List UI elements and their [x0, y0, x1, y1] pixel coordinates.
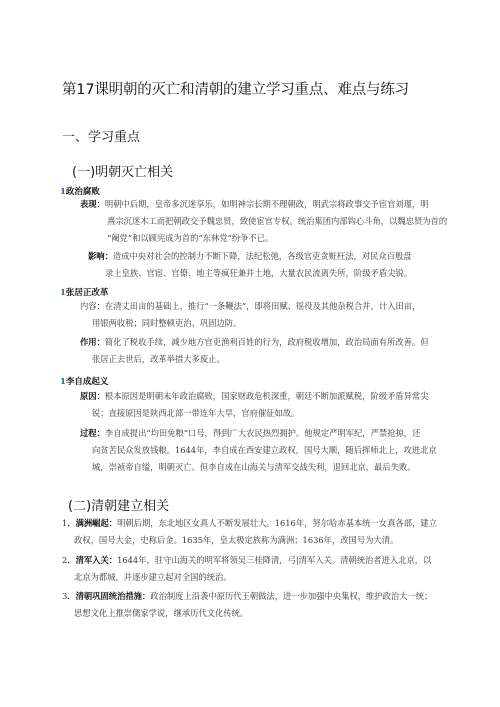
- point-title: 张居正改革: [65, 288, 109, 298]
- item-text: 1644年，驻守山海关的明军将领吴三桂降清，弓|清军入关。清朝统治者进入北京，以: [117, 555, 432, 565]
- item-text: 思想文化上推崇儒家学说，继承历代文化传统。: [74, 608, 249, 618]
- paragraph-label: 作用：: [80, 337, 105, 347]
- list-item-qing-consolidation: [62, 588, 432, 622]
- paragraph-text: 城，崇祯帝自缢，明朝灭亡。但李自成在山海关与清军交战失利，退回北京，最后失败。: [92, 462, 416, 472]
- paragraph-cause: [80, 388, 429, 422]
- item-number: 1: [62, 518, 68, 528]
- list-item-qing-entering-pass: [62, 552, 431, 586]
- paragraph-text: 熹宗沉迷木工而把朝政交予魏忠贤，致使宦官专权。统治集团内部钩心斗角，以魏忠贤为首的: [107, 216, 448, 226]
- paragraph-label: 过程：: [80, 428, 105, 438]
- point-number: 1: [60, 288, 66, 298]
- page-title: 第17课明朝的灭亡和清朝的建立学习重点、难点与练习: [62, 82, 409, 98]
- paragraph-text: 录上皇族、官宦、官僚、地主等疯狂兼并土地，大量农民流离失所，阶级矛盾尖锐。: [105, 268, 412, 278]
- point-number: 1: [60, 377, 66, 387]
- paragraph-process: [80, 425, 437, 476]
- item-number: 2: [62, 555, 68, 565]
- paragraph-text: “阉党”和以顾宪成为首的“东林党”纷争不已。: [107, 233, 274, 243]
- paragraph-text: 简化了税收手续，减少地方官吏渔利百姓的行为，政府税收增加，政治局面有所改善。但: [104, 337, 429, 347]
- paragraph-impact: [88, 248, 412, 282]
- point-title: 政治腐败: [65, 187, 100, 197]
- item-text: 明朝后期，东北地区女真人不断发展壮大。1616年，努尔哈赤基本统一女真各部，建立: [117, 518, 437, 528]
- list-item-manchu-rise: [62, 515, 437, 549]
- paragraph-text: 锐；直接原因是陕西北部一带连年大旱，官府催征如故。: [92, 408, 300, 418]
- item-text: 北京为都城，并逐步建立起对全国的统治。: [74, 572, 232, 582]
- paragraph-text: 明朝中后期，皇帝多沉迷享乐，如明神宗长期不理朝政，明武宗将政事交予宦官刘瑾，明: [104, 199, 429, 209]
- paragraph-label: 内容：: [80, 301, 105, 311]
- item-label: ．清军入关：: [67, 555, 118, 565]
- item-text: 政治制度上沿袭中原历代王朝做法，进一步加强中央集权，维护政治大一统；: [150, 591, 433, 601]
- paragraph-text: 向贫苦民众发放钱粮。1644年，李自成在西安建立政权，国号大顺，随后挥师北上，攻进北京: [92, 445, 437, 455]
- item-label: ．满洲崛起：: [67, 518, 118, 528]
- point-heading-zhang-juzheng-reform: [60, 286, 108, 298]
- point-number: 1: [60, 187, 66, 197]
- item-label: ．清朝巩固统治措施：: [67, 591, 151, 601]
- subsection-heading-ming-fall: (一)明朝灭亡相关: [72, 165, 174, 180]
- paragraph-effect: [80, 334, 429, 368]
- paragraph-label: 表现：: [80, 199, 105, 209]
- paragraph-manifestation: [80, 196, 447, 247]
- paragraph-label: 原因：: [80, 391, 105, 401]
- subsection-heading-qing-founding: (二)清朝建立相关: [68, 499, 170, 514]
- item-number: 3: [62, 591, 68, 601]
- point-title: 李自成起义: [65, 377, 109, 387]
- section-heading-key-points: 一、学习重点: [62, 130, 141, 145]
- point-heading-li-zicheng-uprising: [60, 375, 108, 387]
- paragraph-text: 在清丈田亩的基础上，推行“一条鞭法”，即将田赋、徭役及其他杂税合并，计入田亩，: [104, 301, 421, 311]
- paragraph-label: 影响：: [88, 251, 113, 261]
- paragraph-content: [80, 298, 420, 332]
- paragraph-text: 李自成提出“均田免粮”口号，得到广大农民热烈拥护。他规定严明军纪，严禁抢掠，还: [104, 428, 421, 438]
- item-text: 政权，国号大金，史称后金。1635年，皇太极定族称为满洲；1636年，改国号为大清。: [74, 535, 399, 545]
- paragraph-text: 用银两收税；同时整顿吏治、巩固边防。: [92, 318, 242, 328]
- paragraph-text: 张居正去世后，改革举措大多废止。: [92, 354, 225, 364]
- paragraph-text: 造成中央对社会的控制力不断下降，法纪松弛，各级官吏贪赃枉法，对民众百般盘: [112, 251, 412, 261]
- paragraph-text: 根本原因是明朝末年政治腐败，国家财政危机深重，朝廷不断加派赋税，阶级矛盾异常尖: [104, 391, 429, 401]
